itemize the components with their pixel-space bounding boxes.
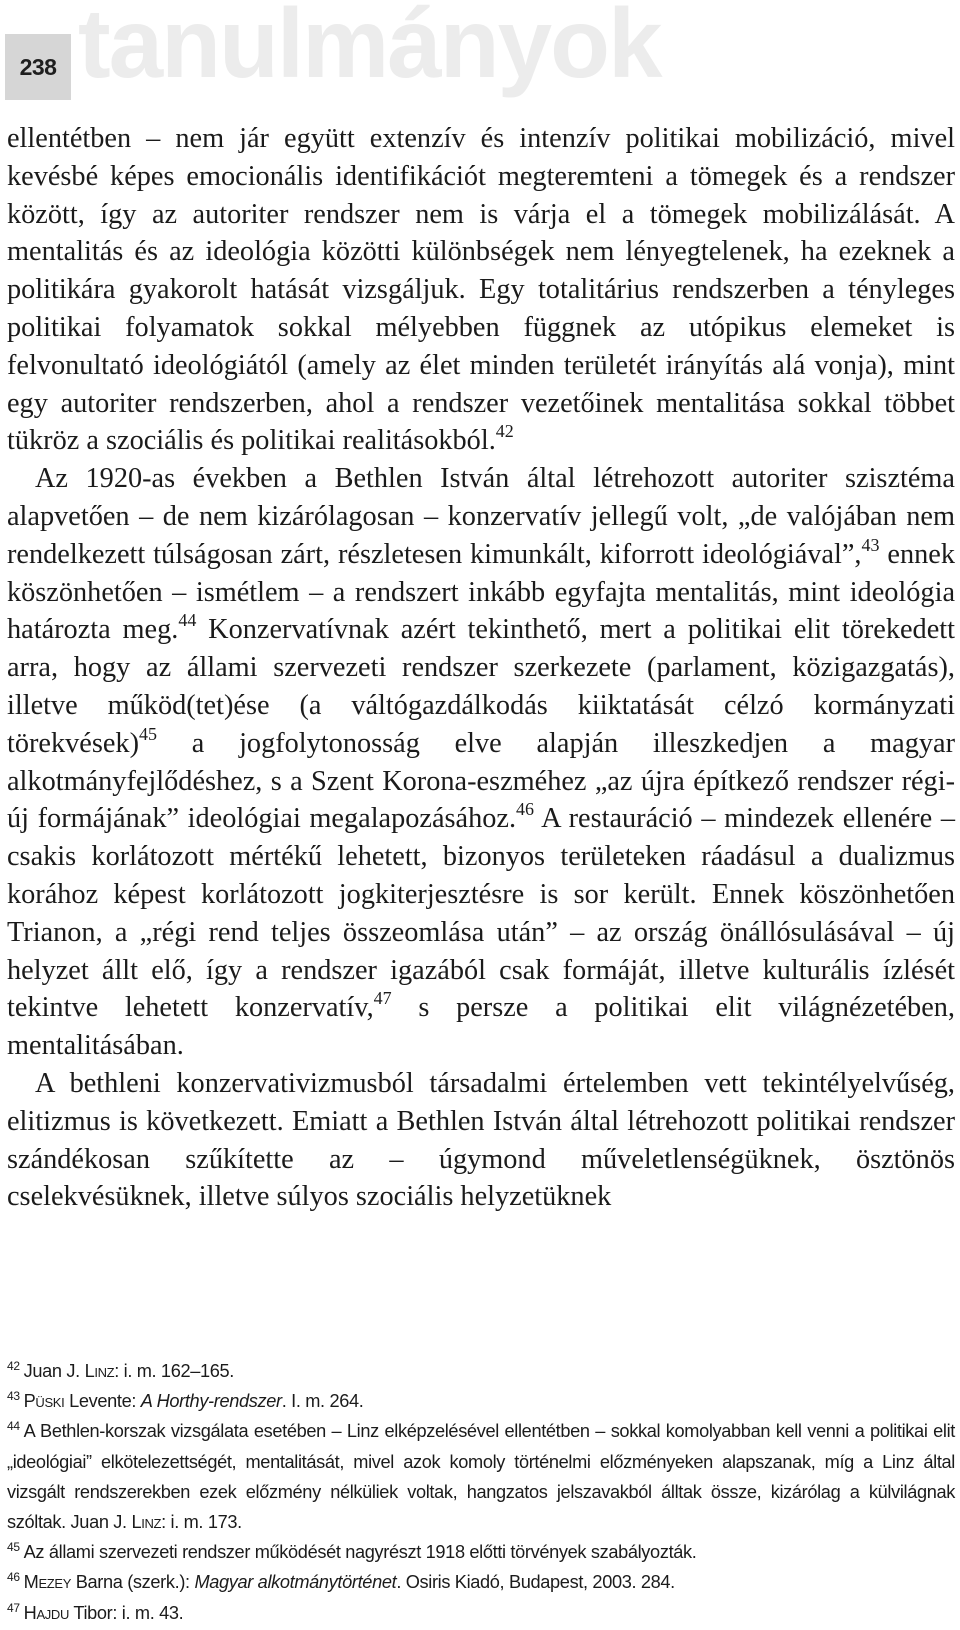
footnote [7, 1386, 955, 1416]
paragraph-text: Az 1920-as években a Bethlen István által létrehozott autoriter szisztéma alapvetően – de nem kizárólagosan – konzervatív jellegű volt, „de valójában nem rendelkezett túlságosan zárt, részletesen kimunkált, kiforrott ideológiával”, [7, 463, 955, 570]
footnote-reference[interactable]: 43 [861, 534, 880, 555]
paragraph [7, 1065, 955, 1216]
footnote-number: 45 [7, 1540, 20, 1555]
paragraph [7, 460, 955, 1065]
paragraph-text: A bethleni konzervativizmusból társadalmi értelemben vett tekintélyelvűség, elitizmus is következett. Emiatt a Bethlen István által létrehozott politikai rendszer szándékosan szűkítette az – úgymond műveletlenségüknek, ösztönös cselekvésüknek, illetve súlyos szociális helyzetüknek [7, 1067, 955, 1213]
footnote-reference[interactable]: 46 [516, 799, 535, 820]
work-title: A Horthy-rendszer [140, 1391, 282, 1412]
footnote [7, 1567, 955, 1597]
footnotes [7, 1356, 955, 1628]
page-number: 238 [5, 34, 71, 100]
footnote-number: 43 [7, 1389, 20, 1404]
paragraph-text: s persze a politikai elit világnézetében, mentalitásában. [7, 992, 955, 1062]
footnote-text: Levente: [64, 1391, 141, 1412]
footnote-text: Az állami szervezeti rendszer működését nagyrészt 1918 előtti törvények szabályozták. [23, 1542, 697, 1563]
footnote-text: Juan J. [23, 1361, 85, 1381]
footnote-number: 42 [7, 1359, 20, 1373]
paragraph-text: ellentétben – nem jár együtt extenzív és intenzív politikai mobilizáció, mivel kevésbé képes emocionális identifikációt megteremteni a tömegek és a rendszer között, így az autoriter rendszer nem is várja el a tömegek mobilizálását. A mentalitás és az ideológia közötti különbségek nem lényegtelenek, ha ezeknek a politikára gyakorolt hatását vizsgáljuk. Egy totalitárius rendszerben a tényleges politikai folyamatok sokkal mélyebben függnek az utópikus elemeket is felvonultató ideológiától (amely az élet minden területét irányítás alá vonja), mint egy autoriter rendszerben, ahol a rendszer vezetőinek mentalitása sokkal többet tükröz a szociális és politikai realitásokból. [7, 123, 955, 457]
work-title: Magyar alkotmánytörténet [194, 1572, 397, 1593]
footnote-text: Barna (szerk.): [71, 1572, 195, 1593]
paragraph-text: Konzervatívnak azért tekinthető, mert a politikai elit törekedett arra, hogy az állami szervezeti rendszer szerkezete (parlament, közigazgatás), illetve működ(tet)ése (a váltógazdálkodás kiiktatását célzó kormányzati törekvések) [7, 614, 955, 759]
footnote [7, 1537, 955, 1567]
footnote-text: A Bethlen-korszak vizsgálata esetében – Linz elképzelésével ellentétben – sokkal komolyabban kell venni a politikai elit „ideológiai” elkötelezettségét, mentalitását, mivel azok komoly történelmi előzményeken alapszanak, míg a Linz által vizsgált rendszerekben ezek előzmény nélküliek voltak, hangzatos jelszavakból álltak össze, kizárólag a külvilágnak szóltak. Juan J. [7, 1421, 955, 1533]
footnote-reference[interactable]: 45 [139, 723, 157, 744]
author-surname: Mezey [23, 1572, 72, 1593]
footnote-reference[interactable]: 44 [178, 610, 197, 631]
footnote-reference[interactable]: 42 [495, 421, 514, 442]
paragraph-text: ennek köszönhetően – ismétlem – a rendszert inkább egyfajta mentalitás, mint ideológia határozta meg. [7, 538, 955, 646]
footnote [7, 1416, 955, 1537]
author-surname: Linz [84, 1361, 115, 1381]
paragraph-text: a jogfolytonosság elve alapján illeszkedjen a magyar alkotmányfejlődéshez, s a Szent Korona-eszméhez „az újra építkező rendszer régi-új formájának” ideológiai megalapozásához. [7, 727, 955, 835]
footnote-text: : i. m. 173. [161, 1512, 242, 1533]
footnote-number: 44 [7, 1419, 20, 1434]
footnote [7, 1598, 955, 1628]
author-surname: Hajdu [23, 1602, 69, 1623]
footnote-text: : i. m. 162–165. [114, 1361, 234, 1381]
footnote-text: . I. m. 264. [281, 1391, 364, 1412]
body-text [7, 120, 955, 1216]
footnote-text: Tibor: i. m. 43. [69, 1602, 184, 1623]
footnote-reference[interactable]: 47 [373, 988, 392, 1009]
page-header [0, 0, 960, 104]
footnote [7, 1356, 955, 1386]
footnote-number: 46 [7, 1570, 20, 1585]
footnote-text: . Osiris Kiadó, Budapest, 2003. 284. [396, 1572, 675, 1593]
paragraph [7, 120, 955, 460]
section-title: tanulmányok [78, 0, 661, 98]
author-surname: Linz [131, 1512, 162, 1533]
author-surname: Püski [23, 1391, 65, 1412]
footnote-number: 47 [7, 1600, 20, 1615]
paragraph-text: A restauráció – mindezek ellenére – csakis korlátozott mértékű lehetett, bizonyos területeken ráadásul a dualizmus korához képest korlátozott jogkiterjesztésre is sor került. Ennek köszönhetően Trianon, a „régi rend teljes összeomlása után” – az ország önállósulásával – új helyzet állt elő, így a rendszer igazából csak formáját, illetve kulturális ízlését tekintve lehetett konzervatív, [7, 803, 955, 1024]
